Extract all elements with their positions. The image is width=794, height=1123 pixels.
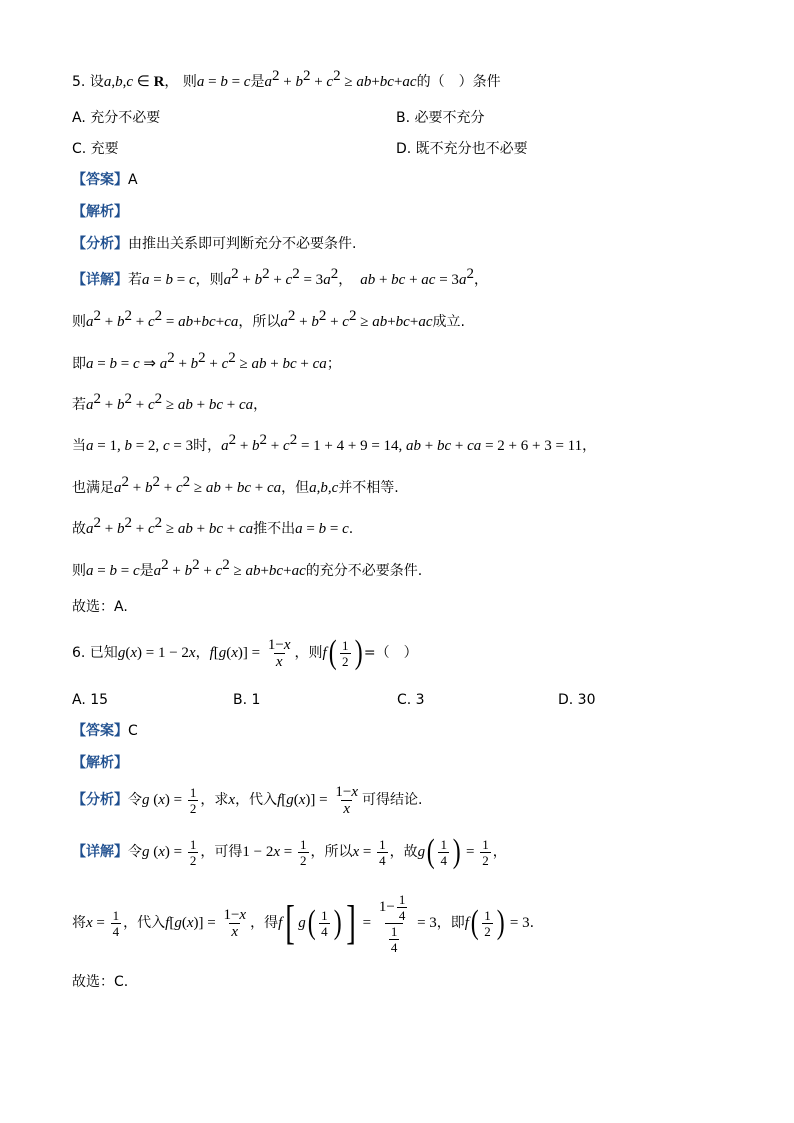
- q5-option-c: C. 充要: [72, 141, 119, 157]
- q5-option-b: B. 必要不充分: [396, 110, 485, 126]
- q6-option-b: B. 1: [233, 692, 261, 708]
- q6-answer: 【答案】C: [72, 723, 138, 739]
- q5-fenxi: 【分析】由推出关系即可判断充分不必要条件.: [72, 236, 357, 252]
- q5-detail-1: 【详解】若a = b = c，则$a^2 + b^2 + c^2 = 3a^2$， ab + bc + ac = $3a^2$，: [72, 266, 488, 288]
- q5-analysis-heading: 【解析】: [72, 204, 128, 220]
- q5-option-a: A. 充分不必要: [72, 110, 161, 126]
- q5-detail-8: 则a = b = c是$a^2 + b^2 + c^2 \ge ab+bc+ac$的充分不必要条件.: [72, 557, 423, 579]
- q5-option-d: D. 既不充分也不必要: [396, 141, 528, 157]
- q6-option-d: D. 30: [558, 692, 596, 708]
- q6-stem: 6. 已知g(x) = 1 − 2x，f[g(x)] = $\frac{1-x}{x}$ ，则f( $\frac{1}{2}$ ) =（ ）: [72, 634, 418, 671]
- q6-detail-2: 将x = $\frac{1}{4}$ ，代入f[g(x)] = $\frac{1-x}{x}$ ，得f[ g( $\frac{1}{4}$ ) ] = 1− $\frac{1}{4}$ $\frac{1}{4}$ = 3，即f( $\frac{1}{2}$ ) = 3.: [72, 891, 535, 955]
- q6-detail-1: 【详解】令g (x) = $\frac{1}{2}$ ，可得1 − 2x = $\frac{1}{2}$ ，所以x = $\frac{1}{4}$ ，故g( $\frac{1}{4}$ ) = $\frac{1}{2}$ ，: [72, 833, 507, 870]
- q5-conclusion: 故选：A.: [72, 599, 128, 615]
- q6-option-c: C. 3: [397, 692, 425, 708]
- q5-detail-5: 当a = 1, b = 2, c = 3时，$a^2 + b^2 + c^2 = 1 + 4 + 9 = 14$, ab + bc + ca = 2 + 6 + 3 = 11，: [72, 432, 597, 454]
- answer-tag: 【答案】: [72, 172, 128, 188]
- q5-detail-6: 也满足$a^2 + b^2 + c^2$ ≥ ab + bc + ca，但a,b,c并不相等.: [72, 474, 399, 496]
- q5-detail-3: 即a = b = c ⇒ $a^2 + b^2 + c^2$ ≥ ab + bc + ca；: [72, 350, 341, 372]
- q6-conclusion: 故选：C.: [72, 974, 129, 990]
- q5-detail-7: 故$a^2 + b^2 + c^2$ ≥ ab + bc + ca推不出a = b = c.: [72, 515, 354, 537]
- q5-stem: 5. 设a,b,c ∈ R， 则a = b = c是$a^2 + b^2 + c^2 \ge ab+bc+ac$的（ ）条件: [72, 68, 501, 90]
- q6-option-a: A. 15: [72, 692, 109, 708]
- q5-detail-4: 若$a^2 + b^2 + c^2$ ≥ ab + bc + ca，: [72, 391, 268, 413]
- q6-fenxi: 【分析】令g (x) = $\frac{1}{2}$ ，求x，代入f[g(x)] = $\frac{1-x}{x}$ 可得结论.: [72, 783, 423, 817]
- q6-analysis-heading: 【解析】: [72, 755, 128, 771]
- q5-answer: 【答案】A: [72, 172, 138, 188]
- q5-detail-2: 则$a^2 + b^2 + c^2 = ab+bc+ca$，所以$a^2 + b^2 + c^2 \ge ab+bc+ac$成立.: [72, 308, 465, 330]
- answer-tag: 【答案】: [72, 723, 128, 739]
